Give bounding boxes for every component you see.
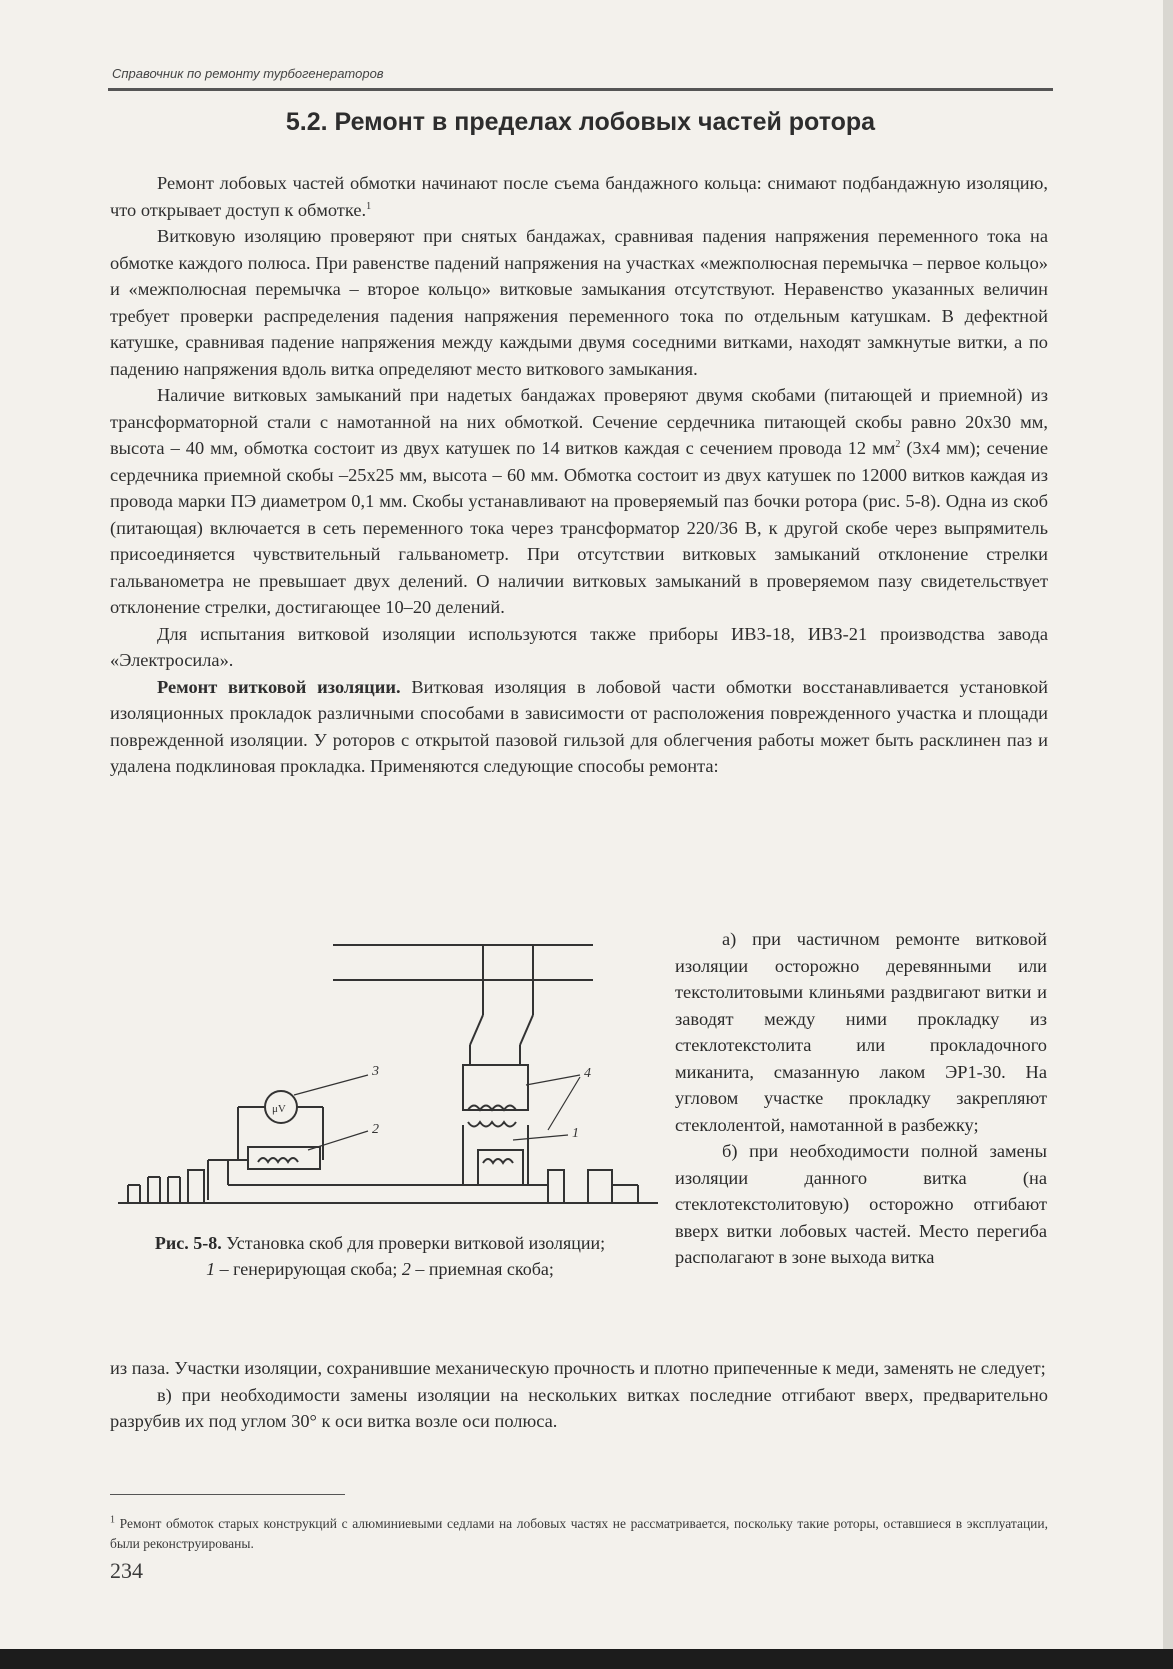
continuation-paragraph: из паза. Участки изоляции, сохранившие механическую прочность и плотно припеченные к меди, заменять не следует; xyxy=(110,1358,1046,1378)
main-text xyxy=(110,170,1048,780)
list-item-a: а) при частичном ремонте витковой изоляции осторожно деревянными или текстолитовыми клиньями раздвигают витки и заводят между ними прокладку из стеклотекстолита или прокладочного миканита, смазанную лаком ЭР1-30. На угловом участке прокладку закрепляют стеклолентой, намотанной в разбежку; xyxy=(675,929,1047,1135)
label-2: 2 xyxy=(372,1122,379,1137)
list-item-c: в) при необходимости замены изоляции на нескольких витках последние отгибают вверх, предварительно разрубив их под углом 30° к оси витка возле оси полюса. xyxy=(110,1384,1048,1431)
section-title: 5.2. Ремонт в пределах лобовых частей ротора xyxy=(285,108,876,136)
footnote-ref: 1 xyxy=(366,200,372,212)
continued-text xyxy=(110,1355,1048,1435)
paragraph-1: Ремонт лобовых частей обмотки начинают после съема бандажного кольца: снимают подбандажную изоляцию, что открывает доступ к обмотке.$^1$ xyxy=(110,173,1048,220)
running-head: Справочник по ремонту турбогенераторов xyxy=(112,66,384,81)
footnote: $^1$ Ремонт обмоток старых конструкций с алюминиевыми седлами на лобовых частях не рассматривается, поскольку такие роторы, оставшиеся в эксплуатации, были реконструированы. xyxy=(110,1514,1048,1551)
header-rule xyxy=(108,88,1053,91)
circuit-diagram xyxy=(108,935,668,1225)
page-number: 234 xyxy=(110,1558,143,1583)
side-text xyxy=(675,926,1047,1271)
list-item-b: б) при необходимости полной замены изоляции данного витка (на стеклотекстолитовую) осторожно отгибают вверх витки лобовых частей. Место перегиба располагают в зоне выхода витка xyxy=(675,1141,1047,1267)
footnote-rule xyxy=(110,1494,345,1495)
label-4: 4 xyxy=(584,1066,591,1081)
page-edge xyxy=(1163,0,1173,1669)
paragraph-3: Наличие витковых замыканий при надетых бандажах проверяют двумя скобами (питающей и приемной) из трансформаторной стали с намотанной на них обмоткой. Сечение сердечника питающей скобы равно 20х30 мм, высота – 40 мм, обмотка состоит из двух катушек по 14 витков каждая с сечением провода 12 $мм^2$ (3х4 мм); сечение сердечника приемной скобы –25х25 мм, высота – 60 мм. Обмотка состоит из двух катушек по 12000 витков каждая из провода марки ПЭ диаметром 0,1 мм. Скобы устанавливают на проверяемый паз бочки ротора (рис. 5-8). Одна из скоб (питающая) включается в сеть переменного тока через трансформатор 220/36 В, к другой скобе через выпрямитель присоединяется чувствительный гальванометр. При отсутствии витковых замыканий отклонение стрелки гальванометра не превышает двух делений. О наличии витковых замыканий в проверяемом пазу свидетельствует отклонение стрелки, достигающее 10–20 делений. xyxy=(110,385,1048,617)
paragraph-heading: Ремонт витковой изоляции. xyxy=(157,676,401,697)
label-3: 3 xyxy=(372,1064,379,1079)
figure-5-8 xyxy=(108,935,668,1230)
paragraph-2: Витковую изоляцию проверяют при снятых бандажах, сравнивая падения напряжения переменного тока на обмотке каждого полюса. При равенстве падений напряжения на участках «межполюсная перемычка – первое кольцо» и «межполюсная перемычка – второе кольцо» витковые замыкания отсутствуют. Неравенство указанных величин требует проверки распределения падения напряжения переменного тока по отдельным катушкам. В дефектной катушке, сравнивая падение напряжения между каждыми двумя соседними витками, находят замкнутые витки, а по падению напряжения вдоль витка определяют место виткового замыкания. xyxy=(110,226,1048,379)
scan-border xyxy=(0,1649,1173,1669)
paragraph-5: Ремонт витковой изоляции. Витковая изоляция в лобовой части обмотки восстанавливается установкой изоляционных прокладок различными способами в зависимости от расположения поврежденного участка и площади поврежденной изоляции. У роторов с открытой пазовой гильзой для облегчения работы может быть расклинен паз и удалена подклиновая прокладка. Применяются следующие способы ремонта: xyxy=(110,676,1048,776)
figure-caption: Рис. 5-8. Установка скоб для проверки витковой изоляции; 1 – генерирующая скоба; 2 – приемная скоба; xyxy=(154,1233,606,1279)
microvoltmeter-label: μV xyxy=(272,1103,286,1115)
paragraph-4: Для испытания витковой изоляции используются также приборы ИВЗ-18, ИВЗ-21 производства завода «Электросила». xyxy=(110,623,1048,670)
label-1: 1 xyxy=(572,1126,579,1141)
